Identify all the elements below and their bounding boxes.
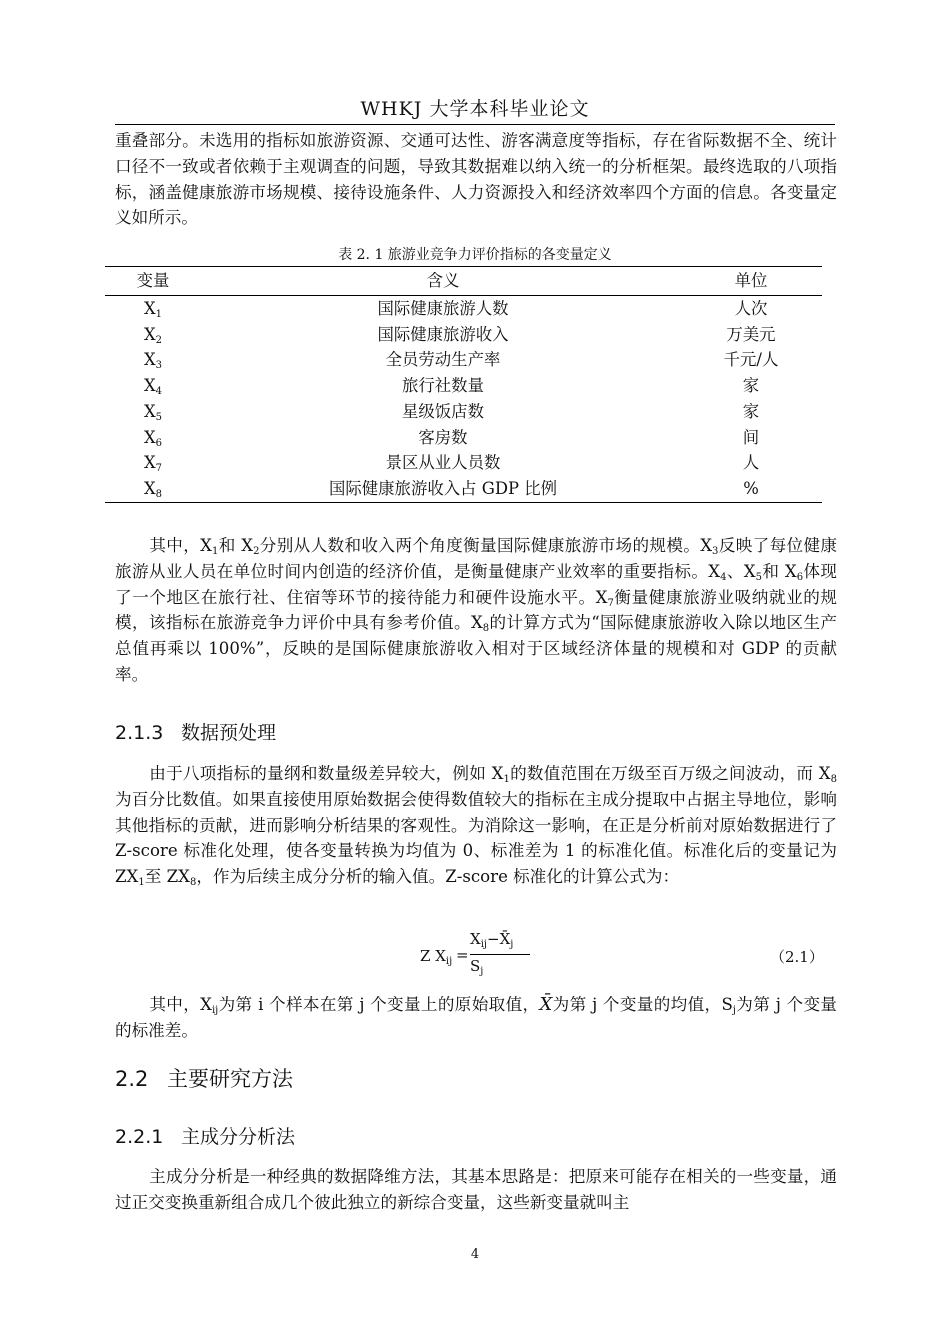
table-cell-meaning: 国际健康旅游收入 [377, 324, 509, 344]
text-run: 和 X [218, 536, 254, 555]
text-run: 其中，X [149, 995, 212, 1014]
section-title: 主要研究方法 [167, 1067, 293, 1091]
section-heading-2-1-3 [115, 718, 276, 745]
section-number: 2.1.3 [115, 722, 164, 744]
equation-number: （2.1） [770, 948, 824, 966]
text-run: 、X [726, 561, 756, 581]
table-cell-variable: $X_8$ [143, 478, 163, 500]
text-run: 分别从人数和收入两个角度衡量国际健康旅游市场的规模。X [259, 536, 713, 555]
section-number: 2.2 [115, 1067, 149, 1091]
text-run: 为第 j 个变量的均值，S [552, 995, 733, 1014]
table-caption: 表 2. 1 旅游业竞争力评价指标的各变量定义 [338, 247, 612, 263]
paragraph-formula-explanation [115, 992, 837, 1044]
text-run: 反映了每位健康旅游从业人员在单位时间内创造的经济价值，是衡量健康产业效率的重要指标。X [115, 536, 837, 581]
subscript: 7 [607, 597, 614, 609]
section-heading-2-2-1 [115, 1122, 295, 1149]
variable-subscript: 7 [155, 463, 163, 475]
paragraph-variable-explanation-text [115, 536, 837, 684]
running-header: WHKJ 大学本科毕业论文 [360, 98, 590, 120]
variable-subscript: 6 [155, 437, 163, 449]
subscript: j [732, 1005, 736, 1016]
table-cell-meaning: 旅行社数量 [402, 376, 484, 396]
text-run: 为第 i 个样本在第 j 个变量上的原始取值， [218, 995, 540, 1014]
table-cell-meaning: 全员劳动生产率 [385, 350, 501, 370]
paragraph-pca-intro-text: 主成分分析是一种经典的数据降维方法，其基本思路是：把原来可能存在相关的一些变量，通过正交变换重新组合成几个彼此独立的新综合变量，这些新变量就叫主 [115, 1167, 837, 1212]
table-header-unit: 单位 [734, 271, 768, 290]
table-cell-unit: % [743, 478, 759, 498]
variable-subscript: 5 [155, 411, 163, 423]
variable-subscript: 3 [155, 360, 163, 372]
subscript: 1 [503, 774, 510, 785]
variable-subscript: 1 [155, 309, 163, 320]
subscript: 8 [830, 774, 837, 785]
section-title: 数据预处理 [181, 722, 277, 744]
table-cell-variable: $X_5$ [143, 401, 163, 423]
table-cell-meaning: 景区从业人员数 [385, 453, 501, 473]
table-cell-unit: 家 [742, 401, 760, 421]
subscript: 2 [253, 546, 260, 557]
subscript: 4 [720, 571, 727, 583]
subscript: 3 [712, 546, 719, 557]
subscript: 8 [482, 623, 490, 635]
text-run: 其中，X [149, 536, 212, 555]
subscript: 5 [755, 571, 762, 583]
table-cell-variable: $X_6$ [143, 427, 163, 449]
variable-subscript: 4 [155, 386, 163, 398]
paragraph-intro: 重叠部分。未选用的指标如旅游资源、交通可达性、游客满意度等指标，存在省际数据不全、统计口径不一致或者依赖于主观调查的问题，导致其数据难以纳入统一的分析框架。最终选取的八项指标，涵盖健康旅游市场规模、接待设施条件、人力资源投入和经济效率四个方面的信息。各变量定义如所示。 [115, 131, 837, 228]
formula-fraction-bar [470, 954, 530, 955]
math-symbol: X̄ [539, 994, 553, 1015]
header-rule [115, 124, 835, 125]
zscore-formula [420, 930, 540, 978]
text-run: 的计算方式为“国际健康旅游收入除以地区生产总值再乘以 100%”，反映的是国际健康旅游收入相对于区域经济体量的规模和对 GDP 的贡献率。 [115, 613, 838, 684]
table-cell-unit: 间 [742, 427, 760, 447]
subscript: 1 [138, 877, 145, 889]
paragraph-preprocessing [115, 761, 837, 890]
table-cell-variable: $X_4$ [143, 376, 163, 398]
table-bottom-rule [105, 502, 822, 503]
table-cell-meaning: 国际健康旅游人数 [377, 299, 509, 318]
paragraph-formula-explanation-text [115, 995, 837, 1040]
subscript: 6 [796, 571, 804, 583]
table-cell-variable: $X_7$ [143, 453, 163, 475]
formula-lhs: Z $X_{ij}$ [420, 947, 453, 967]
section-title: 主成分分析法 [181, 1126, 296, 1148]
table-cell-variable: $X_1$ [143, 299, 163, 320]
variable-subscript: 8 [155, 488, 163, 500]
table-cell-unit: 人次 [734, 299, 768, 318]
subscript: ij [211, 1005, 219, 1016]
page-number: 4 [470, 1247, 480, 1262]
formula-equals: = [456, 946, 469, 964]
subscript: 1 [211, 546, 219, 557]
text-run: 为第 j 个变量的标准差。 [115, 995, 837, 1040]
text-run: 的数值范围在万级至百万级之间波动，而 X [509, 764, 831, 783]
table-cell-unit: 万美元 [726, 324, 776, 344]
paragraph-variable-explanation [115, 533, 837, 688]
text-run: 由于八项指标的量纲和数量级差异较大，例如 X [149, 764, 504, 783]
section-heading-2-2 [115, 1063, 293, 1093]
text-run: 为百分比数值。如果直接使用原始数据会使得数值较大的指标在主成分提取中占据主导地位，影响其他指标的贡献，进而影响分析结果的客观性。为消除这一影响，在正是分析前对原始数据进行了 Z-score 标准化处理，使各变量转换为均值为 0、标准差为 1 的标准化值。标准化后的变量记为 ZX [115, 789, 837, 887]
table-header-meaning: 含义 [426, 271, 460, 290]
text-run: 体现了一个地区在旅行社、住宿等环节的接待能力和硬件设施水平。X [115, 561, 838, 607]
table-cell-variable: $X_2$ [143, 324, 163, 346]
section-number: 2.2.1 [115, 1126, 164, 1148]
variable-subscript: 2 [155, 334, 163, 346]
paragraph-preprocessing-text [115, 764, 837, 889]
formula-denominator: $S_j$ [470, 957, 484, 977]
table-cell-unit: 千元/人 [723, 350, 779, 370]
text-run: ，作为后续主成分分析的输入值。Z-score 标准化的计算公式为： [196, 867, 680, 887]
paragraph-pca-intro [115, 1164, 837, 1216]
formula-numerator: $X_{ij}-X̄_j$ [470, 930, 514, 950]
text-run: 至 ZX [144, 867, 190, 887]
table-cell-variable: $X_3$ [143, 350, 163, 372]
text-run: 和 X [761, 561, 797, 581]
table-cell-meaning: 国际健康旅游收入占 GDP 比例 [329, 478, 557, 498]
table-header-variable: 变量 [136, 271, 170, 290]
subscript: 8 [189, 877, 197, 889]
table-cell-meaning: 星级饭店数 [402, 401, 484, 421]
table-top-rule [105, 266, 822, 267]
table-cell-meaning: 客房数 [418, 427, 468, 447]
table-cell-unit: 家 [742, 376, 760, 396]
text-run: 衡量健康旅游业吸纳就业的规模，该指标在旅游竞争力评价中具有参考价值。X [115, 587, 838, 633]
table-cell-unit: 人 [742, 453, 760, 473]
